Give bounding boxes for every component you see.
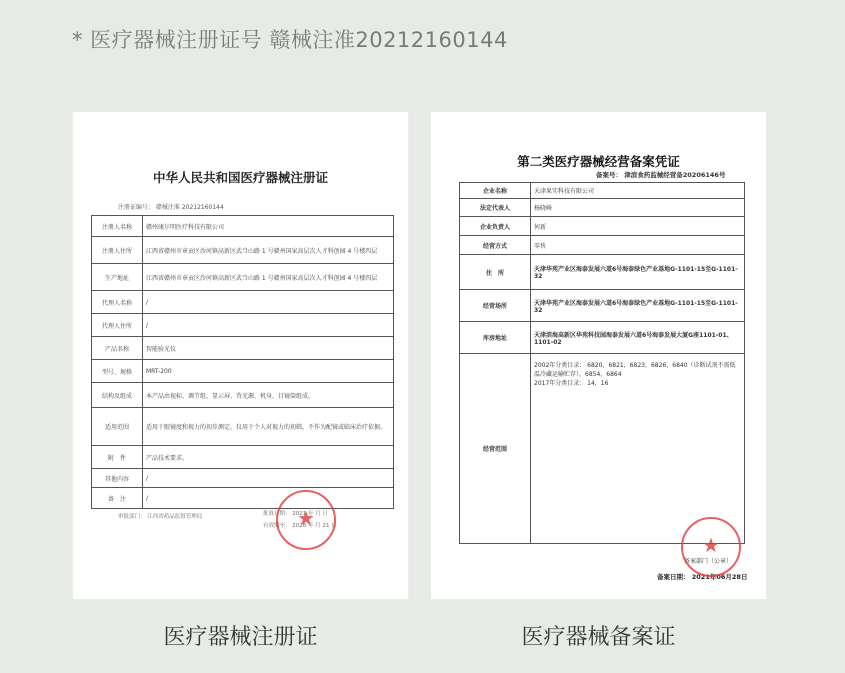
doc1-reg-no: 注册证编号： 赣械注准 20212160144 <box>118 204 224 211</box>
doc1-approval-date: 批准日期： 2021 年 月 日 <box>263 511 328 517</box>
table-row <box>92 314 394 337</box>
row-value: 天津滨海高新区华苑科技园海泰发展六道6号海泰发展大厦G座1101-01、1101-02 <box>531 322 745 354</box>
row-value: MRT-200 <box>143 360 394 383</box>
row-key: 结构及组成 <box>92 383 143 408</box>
table-row <box>92 337 394 360</box>
row-key: 库房地址 <box>460 322 531 354</box>
row-key: 企业负责人 <box>460 217 531 236</box>
row-key: 生产地址 <box>92 264 143 291</box>
row-value: 天津果实科技有限公司 <box>531 183 745 199</box>
row-value: 智能验光仪 <box>143 337 394 360</box>
table-row <box>92 216 394 237</box>
row-value: / <box>143 488 394 509</box>
caption-left: 医疗器械注册证 <box>163 625 318 650</box>
doc2-table <box>459 182 745 544</box>
row-key: 企业名称 <box>460 183 531 199</box>
table-row <box>92 291 394 314</box>
row-key: 其他内容 <box>92 469 143 488</box>
row-value: 2002年分类目录： 6820，6821，6823，6826，6840（诊断试剂不需低温冷藏运输贮存），6854，6864 2017年分类目录： 14，16 <box>531 354 745 544</box>
doc2-date: 备案日期： 2021年06月28日 <box>657 573 748 581</box>
table-row <box>92 469 394 488</box>
row-value: 何新 <box>531 217 745 236</box>
table-row <box>460 354 745 544</box>
official-seal-icon: ★ <box>276 490 336 550</box>
row-value: 天津华苑产业区海泰发展六道6号海泰绿色产业基地G-1101-15至G-1101-32 <box>531 290 745 322</box>
row-value: / <box>143 314 394 337</box>
row-value: 江西省赣州市章贡区沙河镇高新区武当山路 1 号赣州国家高层次人才科创园 4 号楼四层 <box>143 264 394 291</box>
doc1-approval: 审批部门： 江西省药品监督管理局 <box>118 514 203 520</box>
row-value: / <box>143 291 394 314</box>
doc2-record-no: 备案号： 津滨食药监械经营备20206146号 <box>596 171 726 179</box>
row-key: 代理人名称 <box>92 291 143 314</box>
table-row <box>460 322 745 354</box>
row-key: 住 所 <box>460 255 531 290</box>
row-value: 天津华苑产业区海泰发展六道6号海泰绿色产业基地G-1101-15至G-1101-32 <box>531 255 745 290</box>
row-value: 适用于眼镜度和视力的初步测定，仅用于个人对视力的初筛，不作为配镜或临床治疗依据。 <box>143 408 394 446</box>
row-key: 经营范围 <box>460 354 531 544</box>
row-key: 注册人名称 <box>92 216 143 237</box>
table-row <box>460 183 745 199</box>
row-value: 产品技术要求。 <box>143 446 394 469</box>
table-row <box>92 237 394 264</box>
row-value: 赣州康尔明医疗科技有限公司 <box>143 216 394 237</box>
registration-certificate-image <box>73 112 408 599</box>
table-row <box>92 408 394 446</box>
page-header: * 医疗器械注册证号 赣械注准20212160144 <box>72 28 508 52</box>
table-row <box>460 255 745 290</box>
table-row <box>92 446 394 469</box>
row-key: 经营场所 <box>460 290 531 322</box>
row-key: 产品名称 <box>92 337 143 360</box>
caption-right: 医疗器械备案证 <box>521 625 676 650</box>
row-key: 附 件 <box>92 446 143 469</box>
table-row <box>460 290 745 322</box>
table-row <box>460 199 745 217</box>
doc1-title: 中华人民共和国医疗器械注册证 <box>152 170 328 185</box>
doc2-title: 第二类医疗器械经营备案凭证 <box>517 154 680 169</box>
table-row <box>92 360 394 383</box>
row-value: 零售 <box>531 236 745 255</box>
row-key: 法定代表人 <box>460 199 531 217</box>
official-seal-icon: ★ <box>681 517 741 577</box>
table-row <box>92 264 394 291</box>
row-value: 本产品由视标、调节组、显示屏、背光源、机身、目镜筒组成。 <box>143 383 394 408</box>
table-row <box>92 488 394 509</box>
doc1-expiry-date: 有效期至： 2026 年 月 21 日 <box>263 523 337 529</box>
row-value: 江西省赣州市章贡区沙河镇高新区武当山路 1 号赣州国家高层次人才科创园 4 号楼四层 <box>143 237 394 264</box>
table-row <box>460 217 745 236</box>
doc1-table <box>91 215 394 509</box>
row-key: 适用范围 <box>92 408 143 446</box>
row-value: / <box>143 469 394 488</box>
row-value: 杨晓峰 <box>531 199 745 217</box>
doc2-sign: 备案部门（公章） <box>684 558 733 565</box>
table-row <box>92 383 394 408</box>
row-key: 备 注 <box>92 488 143 509</box>
row-key: 型号、规格 <box>92 360 143 383</box>
row-key: 代理人住所 <box>92 314 143 337</box>
row-key: 注册人住所 <box>92 237 143 264</box>
row-key: 经营方式 <box>460 236 531 255</box>
table-row <box>460 236 745 255</box>
filing-certificate-image <box>431 112 766 599</box>
